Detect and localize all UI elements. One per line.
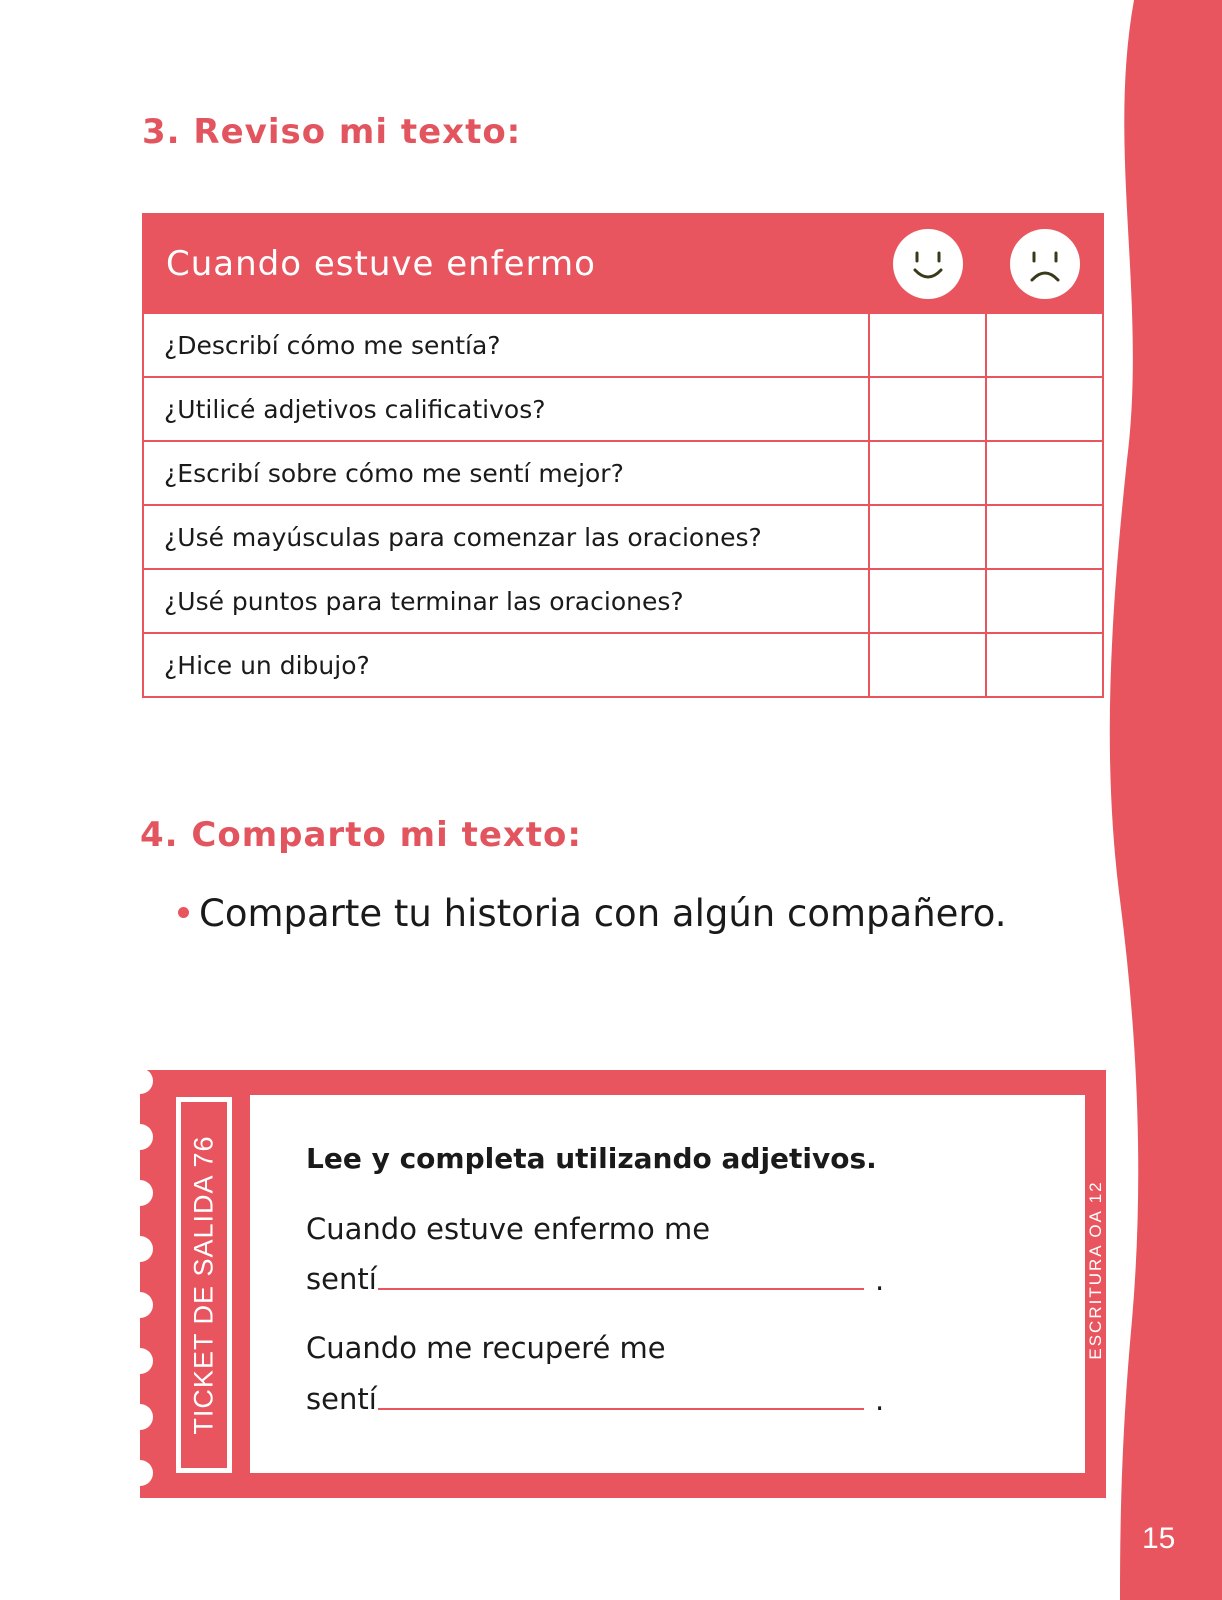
ticket-notch [127,1348,153,1374]
sad-checkbox-cell[interactable] [986,569,1103,633]
period-1: . [875,1263,885,1297]
sad-checkbox-cell[interactable] [986,505,1103,569]
happy-checkbox-cell[interactable] [869,377,986,441]
sad-face-icon [1009,228,1081,300]
checklist-question: ¿Escribí sobre cómo me sentí mejor? [143,441,869,505]
ticket-stub-label: TICKET DE SALIDA 76 [188,1135,219,1435]
checklist-row [143,505,1103,569]
answer-line-1[interactable] [378,1288,864,1290]
ticket-sentence-1: Cuando estuve enfermo me [306,1212,711,1246]
happy-checkbox-cell[interactable] [869,441,986,505]
checklist-question: ¿Usé mayúsculas para comenzar las oraciones? [143,505,869,569]
ticket-notch [127,1460,153,1486]
ticket-notch [127,1124,153,1150]
period-2: . [875,1383,885,1417]
checklist-question: ¿Usé puntos para terminar las oraciones? [143,569,869,633]
happy-checkbox-cell[interactable] [869,633,986,697]
ticket-notch [127,1236,153,1262]
sad-checkbox-cell[interactable] [986,633,1103,697]
answer-line-2[interactable] [378,1408,864,1410]
ticket-notch [127,1292,153,1318]
ticket-instruction: Lee y completa utilizando adjetivos. [306,1142,877,1175]
share-instruction-text: Comparte tu historia con algún compañero. [199,892,1007,935]
happy-face-icon [892,228,964,300]
ticket-sentence-2-end: sentí [306,1382,377,1416]
happy-checkbox-cell[interactable] [869,313,986,377]
ticket-stub [176,1097,232,1473]
sad-column-header [986,214,1103,313]
curriculum-code: ESCRITURA OA 12 [1086,1180,1105,1360]
section-4-heading: 4. Comparto mi texto: [140,815,583,855]
review-checklist-table [142,213,1104,698]
checklist-row [143,441,1103,505]
checklist-question: ¿Utilicé adjetivos calificativos? [143,377,869,441]
checklist-question: ¿Describí cómo me sentía? [143,313,869,377]
sad-checkbox-cell[interactable] [986,313,1103,377]
share-instruction [178,892,1007,935]
checklist-row [143,313,1103,377]
ticket-notch [127,1180,153,1206]
side-decorative-band [1102,0,1222,1600]
sad-checkbox-cell[interactable] [986,441,1103,505]
ticket-sentence-2: Cuando me recuperé me [306,1331,666,1365]
happy-column-header [869,214,986,313]
bullet-icon [178,907,189,918]
sad-checkbox-cell[interactable] [986,377,1103,441]
ticket-notch [127,1404,153,1430]
happy-checkbox-cell[interactable] [869,569,986,633]
ticket-sentence-1-end: sentí [306,1262,377,1296]
exit-ticket [140,1070,1106,1498]
ticket-notch [127,1068,153,1094]
checklist-row [143,377,1103,441]
section-3-heading: 3. Reviso mi texto: [142,112,522,152]
checklist-row [143,633,1103,697]
ticket-body [250,1095,1085,1473]
page-number: 15 [1142,1522,1176,1555]
happy-checkbox-cell[interactable] [869,505,986,569]
checklist-row [143,569,1103,633]
checklist-question: ¿Hice un dibujo? [143,633,869,697]
checklist-header-row [143,214,1103,313]
checklist-title: Cuando estuve enfermo [143,214,869,313]
